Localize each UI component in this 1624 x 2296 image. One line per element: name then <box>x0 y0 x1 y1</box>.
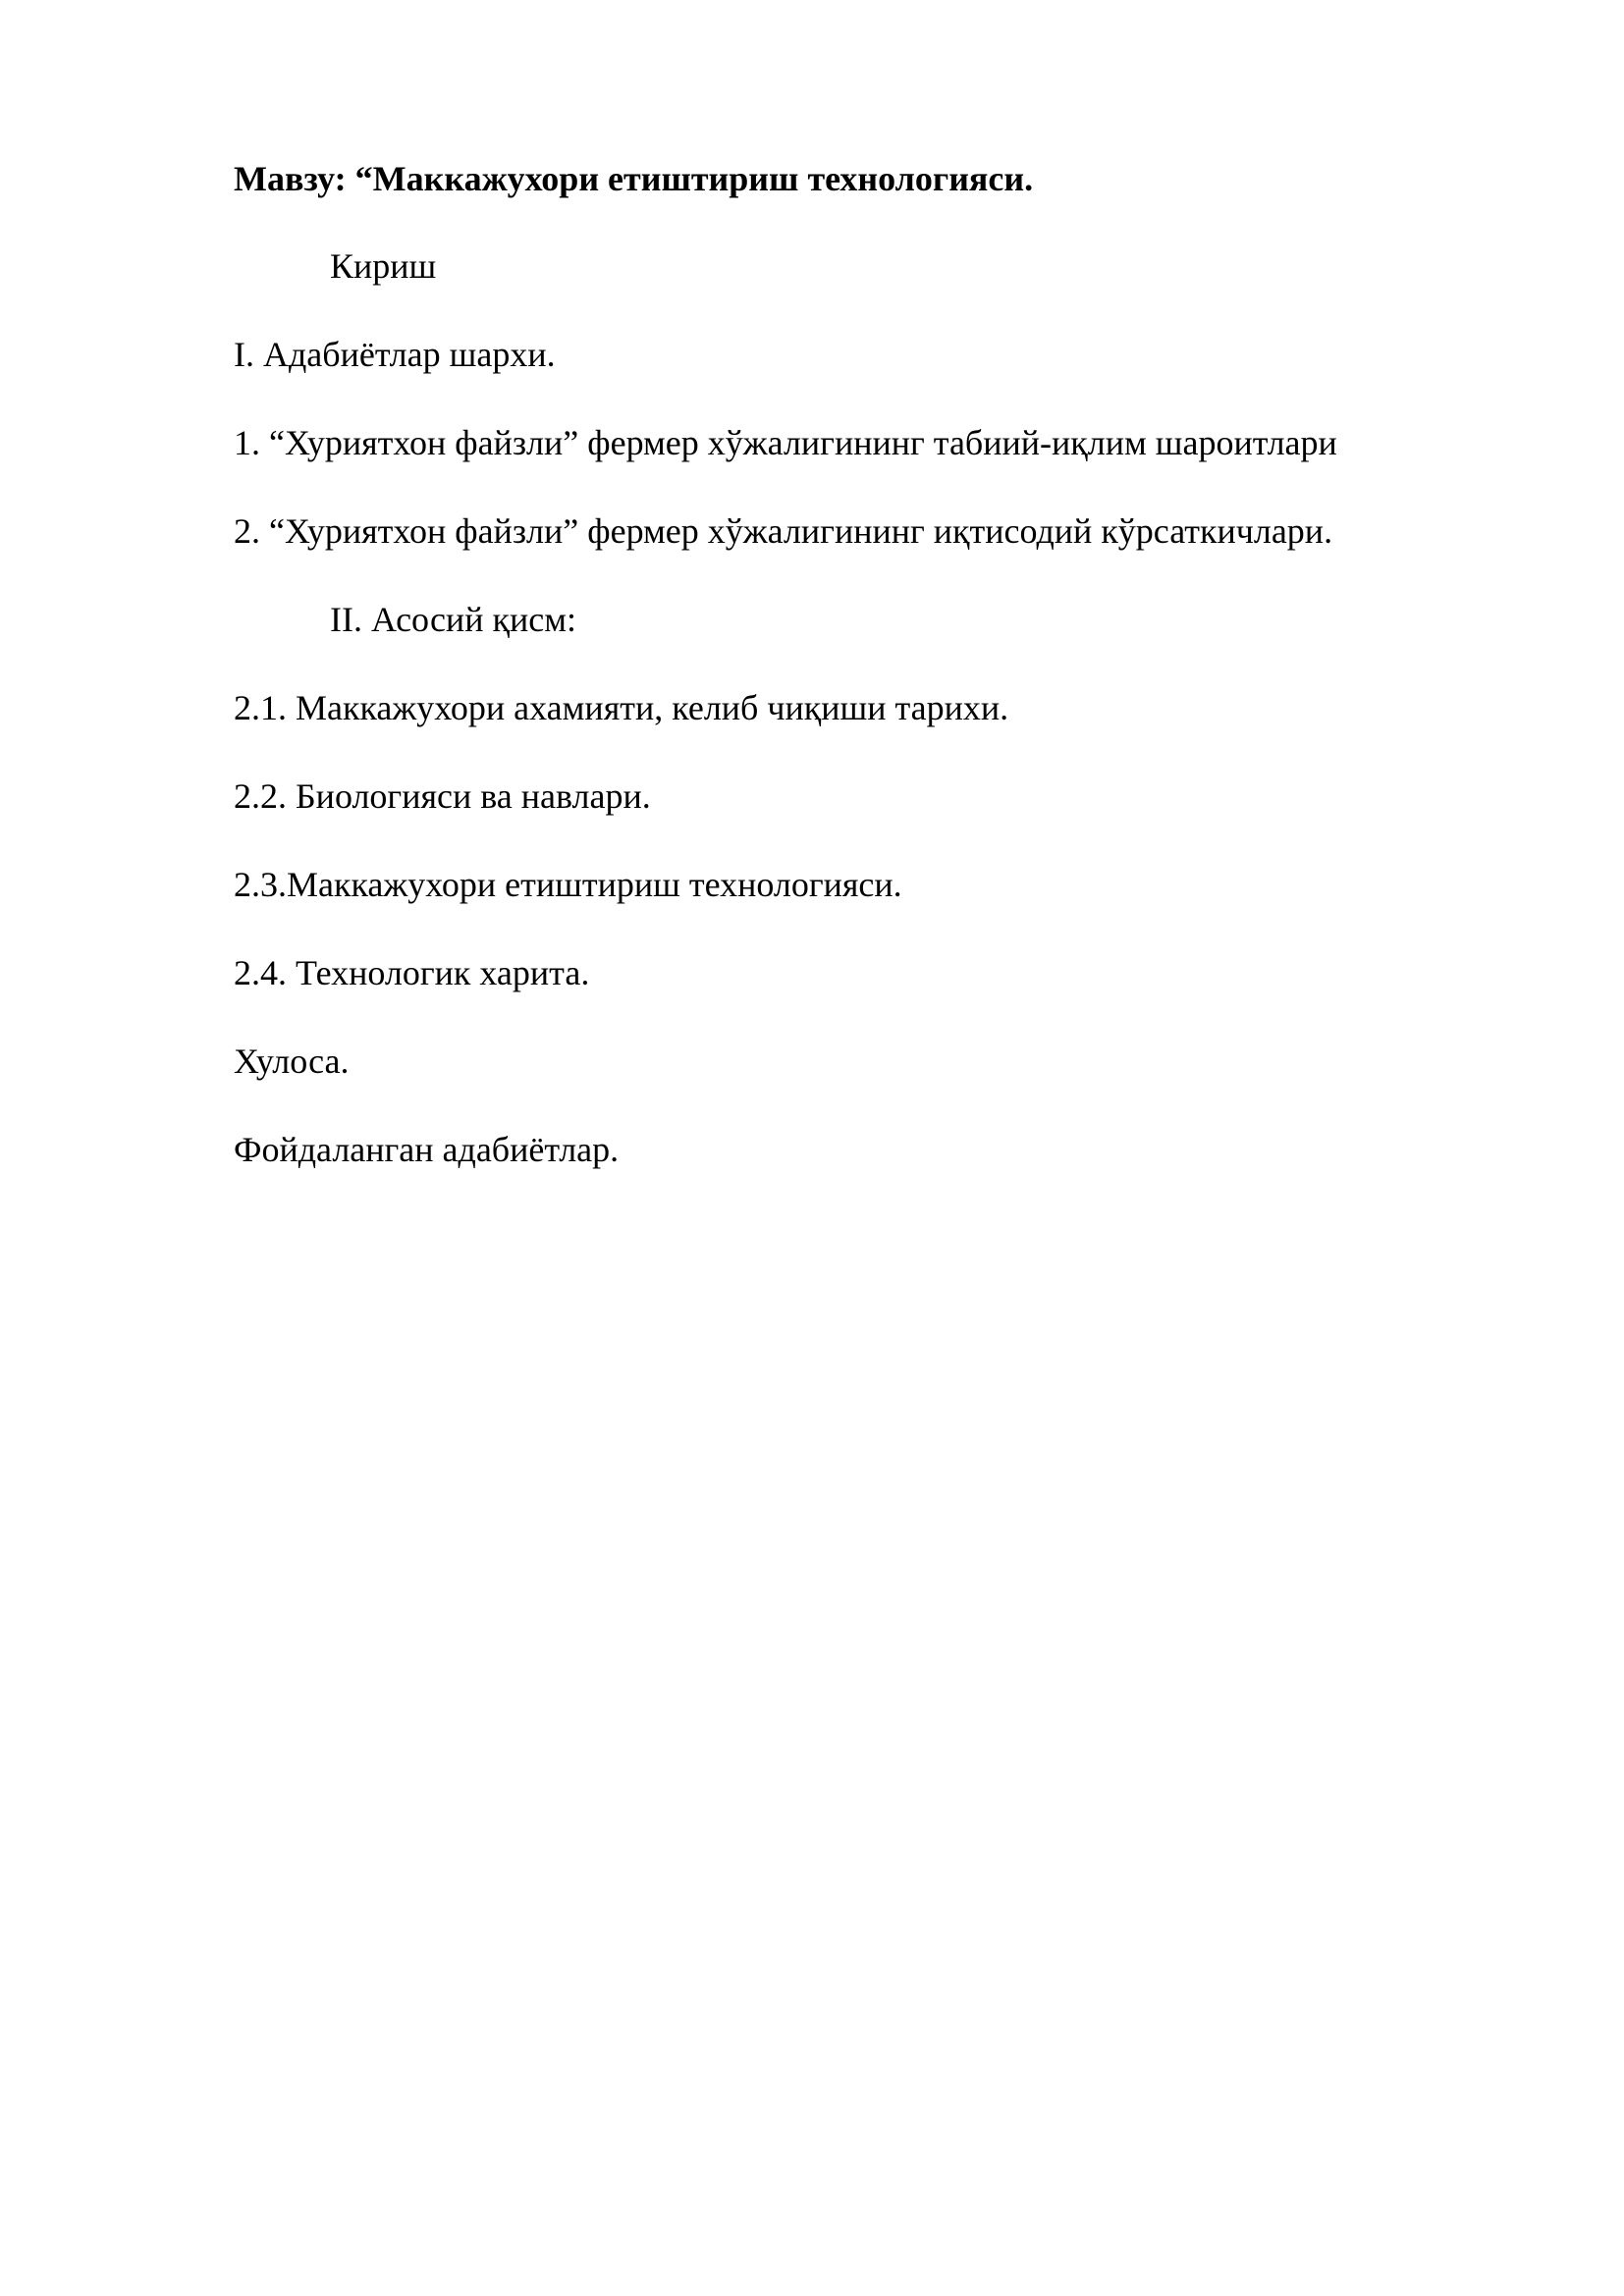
contents-item-conclusion: Хулоса. <box>234 1041 350 1081</box>
contents-item-economic-indicators: 2. “Хуриятхон файзли” фермер хўжалигининг иқтисодий кўрсаткичлари. <box>234 511 1333 551</box>
contents-item-literature-review: I. Адабиётлар шархи. <box>234 335 556 374</box>
contents-item-importance-history: 2.1. Маккажухори ахамияти, келиб чиқиши тарихи. <box>234 688 1009 727</box>
contents-item-cultivation-technology: 2.3.Маккажухори етиштириш технологияси. <box>234 865 902 904</box>
contents-item-technology-map: 2.4. Технологик харита. <box>234 953 590 992</box>
contents-item-main-part: II. Асосий қисм: <box>330 600 576 639</box>
document-title: Мавзу: “Маккажухори етиштириш технологияси. <box>234 159 1034 198</box>
contents-item-biology-varieties: 2.2. Биологияси ва навлари. <box>234 776 651 816</box>
contents-item-references: Фойдаланган адабиётлар. <box>234 1130 620 1169</box>
contents-item-introduction: Кириш <box>330 246 437 286</box>
contents-item-natural-conditions: 1. “Хуриятхон файзли” фермер хўжалигининг табиий-иқлим шароитлари <box>234 423 1337 462</box>
